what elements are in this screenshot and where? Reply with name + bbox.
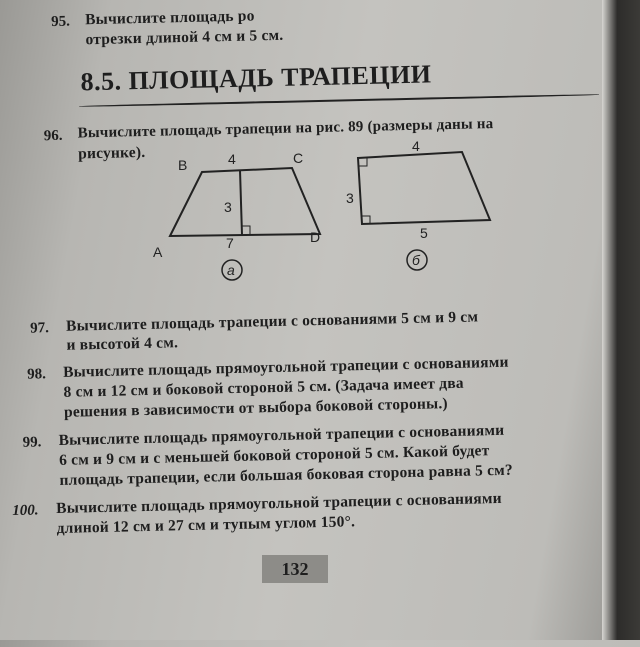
problem-text: Вычислите площадь трапеции с основаниями 5 см и 9 см [65, 308, 479, 335]
problem-number: 99. [22, 434, 42, 451]
problem-text: Вычислите площадь трапеции на рис. 89 (размеры даны на [77, 116, 494, 142]
problem-text: 6 см и 9 см и с меньшей боковой стороной 5 см. Какой будет [58, 442, 490, 469]
problem-text: 8 см и 12 см и боковой стороной 5 см. (Задача имеет два [63, 374, 464, 401]
page-number: 132 [262, 555, 328, 583]
label-bottom-a: 7 [226, 235, 234, 251]
problem-number: 97. [29, 320, 50, 337]
problem-number: 96. [43, 127, 63, 145]
caption-a: а [227, 262, 235, 278]
problem-number: 98. [26, 366, 47, 383]
label-bottom-b: 5 [420, 225, 428, 241]
label-d: D [310, 229, 321, 245]
label-c: C [293, 150, 304, 166]
problem-text: Вычислите площадь прямоугольной трапеции с основаниями [56, 489, 502, 518]
problem-text: решения в зависимости от выбора боковой стороны.) [63, 395, 448, 421]
problem-text: площадь трапеции, если большая боковая сторона равна 5 см? [59, 461, 514, 489]
problem-text: и высотой 4 см. [66, 334, 179, 354]
problem-text: отрезки длиной 4 см и 5 см. [85, 26, 284, 49]
label-height-b: 3 [346, 190, 354, 206]
trapezoid-b [358, 152, 490, 224]
caption-b: б [412, 252, 420, 268]
book-edge [602, 0, 640, 640]
problem-text: Вычислите площадь прямоугольной трапеции с основаниями [62, 353, 509, 381]
label-height-a: 3 [224, 199, 232, 215]
problem-text: длиной 12 см и 27 см и тупым углом 150°. [56, 513, 356, 538]
problem-text: Вычислите площадь ро [84, 7, 255, 29]
label-b: B [178, 157, 188, 173]
label-top-b: 4 [412, 138, 420, 154]
label-top-a: 4 [228, 151, 236, 167]
label-a: A [153, 244, 163, 260]
problem-number: 100. [12, 502, 39, 520]
problem-number: 95. [50, 13, 71, 31]
trapezoid-a [170, 168, 320, 236]
problem-text: рисунке). [77, 143, 146, 163]
problem-text: Вычислите площадь прямоугольной трапеции с основаниями [58, 421, 505, 449]
section-title: 8.5. ПЛОЩАДЬ ТРАПЕЦИИ [80, 59, 432, 97]
